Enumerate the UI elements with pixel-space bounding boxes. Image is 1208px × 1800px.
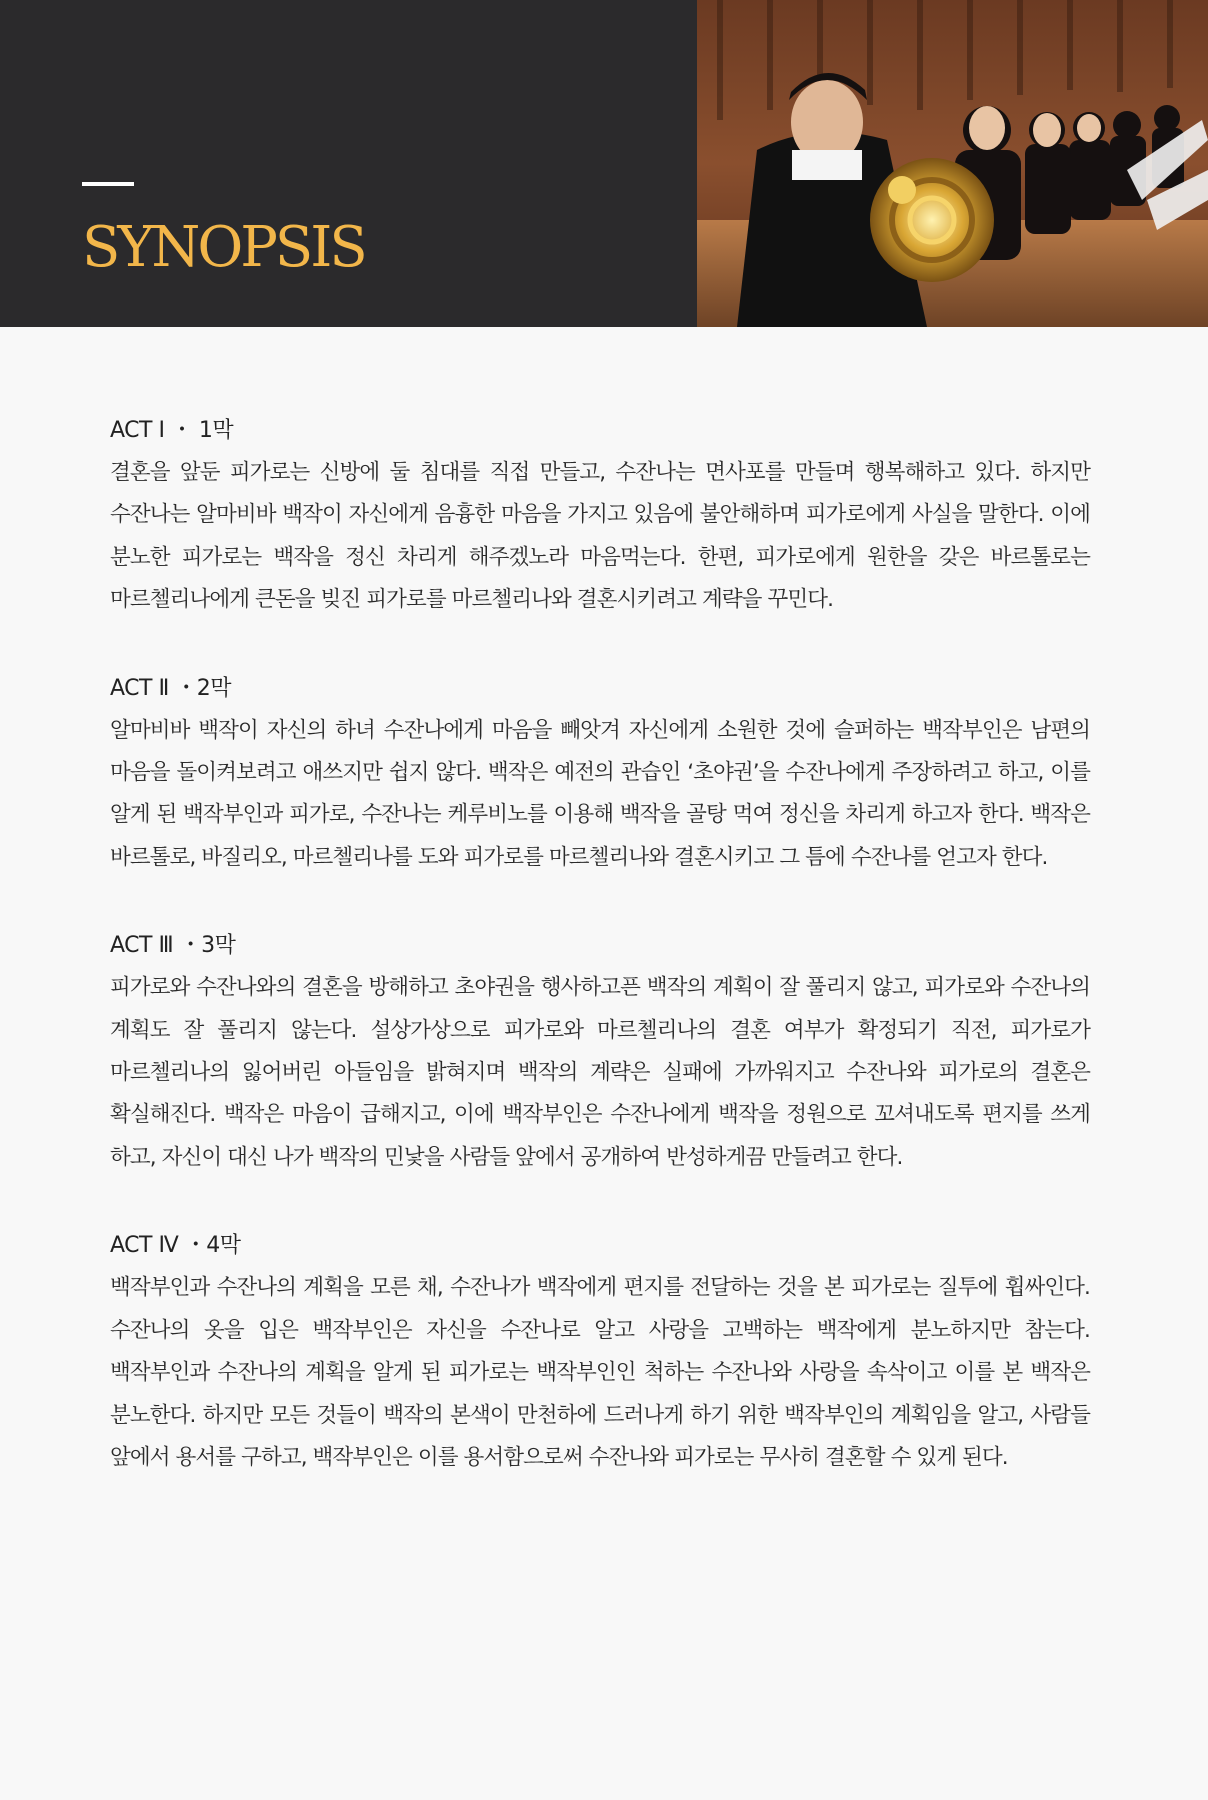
page-title: SYNOPSIS bbox=[82, 215, 365, 280]
act-paragraph: 피가로와 수잔나와의 결혼을 방해하고 초야권을 행사하고픈 백작의 계획이 잘 풀리지 않고, 피가로와 수잔나의 계획도 잘 풀리지 않는다. 설상가상으로 피가로와 마르첼리나의 결혼 여부가 확정되기 직전, 피가로가 마르첼리나의 잃어버린 아들임을 밝혀지며 백작의 계략은 실패에 가까워지고 수잔나와 피가로의 결혼은 확실해진다. 백작은 마음이 급해지고, 이에 백작부인은 수잔나에게 백작을 정원으로 꼬셔내도록 편지를 쓰게 하고, 자신이 대신 나가 백작의 민낯을 사람들 앞에서 공개하여 반성하게끔 만들려고 한다. bbox=[110, 975, 1090, 1170]
act-paragraph: 백작부인과 수잔나의 계획을 모른 채, 수잔나가 백작에게 편지를 전달하는 것을 본 피가로는 질투에 휩싸인다. 수잔나의 옷을 입은 백작부인은 자신을 수잔나로 알고 사랑을 고백하는 백작에게 분노하지만 참는다. 백작부인과 수잔나의 계획을 알게 된 피가로는 백작부인인 척하는 수잔나와 사랑을 속삭이고 이를 본 백작은 분노한다. 하지만 모든 것들이 백작의 본색이 만천하에 드러나게 하기 위한 백작부인의 계획임을 알고, 사람들 앞에서 용서를 구하고, 백작부인은 이를 용서함으로써 수잔나와 피가로는 무사히 결혼할 수 있게 된다. bbox=[110, 1275, 1090, 1470]
act-heading: ACT Ⅱ ・2막 bbox=[110, 675, 232, 701]
act-paragraph: 알마비바 백작이 자신의 하녀 수잔나에게 마음을 빼앗겨 자신에게 소원한 것에 슬퍼하는 백작부인은 남편의 마음을 돌이켜보려고 애쓰지만 쉽지 않다. 백작은 예전의 관습인 ‘초야권’을 수잔나에게 주장하려고 하고, 이를 알게 된 백작부인과 피가로, 수잔나는 케루비노를 이용해 백작을 골탕 먹여 정신을 차리게 하고자 한다. 백작은 바르톨로, 바질리오, 마르첼리나를 도와 피가로를 마르첼리나와 결혼시키고 그 틈에 수잔나를 얻고자 한다. bbox=[110, 717, 1090, 870]
act-paragraph: 결혼을 앞둔 피가로는 신방에 둘 침대를 직접 만들고, 수잔나는 면사포를 만들며 행복해하고 있다. 하지만 수잔나는 알마비바 백작이 자신에게 음흉한 마음을 가지고 있음에 불안해하며 피가로에게 사실을 말한다. 이에 분노한 피가로는 백작을 정신 차리게 해주겠노라 마음먹는다. 한편, 피가로에게 원한을 갖은 바르톨로는 마르첼리나에게 큰돈을 빚진 피가로를 마르첼리나와 결혼시키려고 계략을 꾸민다. bbox=[110, 460, 1090, 613]
act-heading: ACT Ⅳ ・4막 bbox=[110, 1233, 241, 1259]
act-section bbox=[110, 1225, 1090, 1479]
act-section bbox=[110, 410, 1090, 622]
act-heading: ACT Ⅰ ・ 1막 bbox=[110, 418, 234, 443]
act-section bbox=[110, 668, 1090, 880]
act-section bbox=[110, 925, 1090, 1179]
synopsis-content bbox=[110, 410, 1090, 1525]
orchestra-photo bbox=[697, 0, 1208, 327]
act-heading: ACT Ⅲ ・3막 bbox=[110, 933, 236, 959]
title-accent-rule bbox=[82, 182, 134, 186]
